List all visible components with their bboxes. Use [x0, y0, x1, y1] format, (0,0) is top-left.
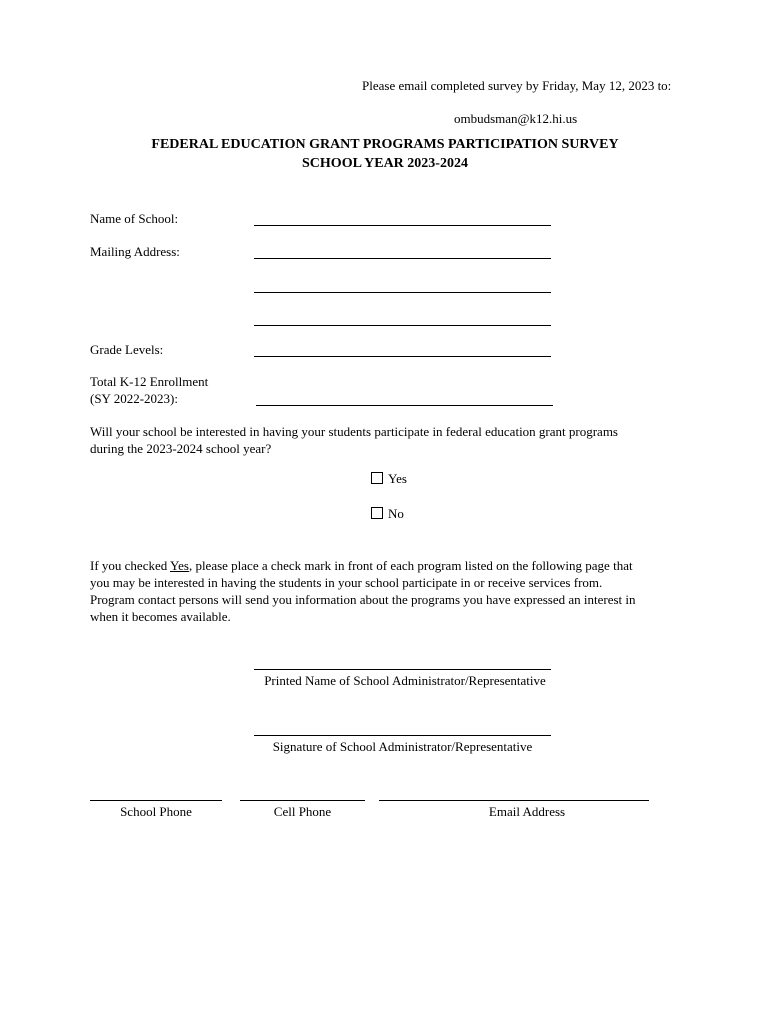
no-label: No	[388, 506, 404, 521]
yes-checkbox[interactable]	[371, 472, 383, 484]
survey-title: FEDERAL EDUCATION GRANT PROGRAMS PARTICIPATION SURVEY	[151, 137, 619, 152]
printed-name-label: Printed Name of School Administrator/Representative	[264, 673, 546, 688]
yes-underlined: Yes	[170, 558, 189, 573]
grade-levels-label: Grade Levels:	[90, 342, 164, 357]
cell-phone-label: Cell Phone	[273, 804, 332, 819]
school-name-label: Name of School:	[90, 211, 179, 226]
participation-question-cont: during the 2023-2024 school year?	[90, 441, 272, 456]
signature-field[interactable]	[254, 735, 551, 736]
email-address-field[interactable]	[379, 800, 649, 801]
grade-levels-field[interactable]	[254, 356, 551, 357]
email-instruction: Please email completed survey by Friday, May 12, 2023 to:	[362, 78, 672, 93]
instructions-line-1: If you checked Yes, please place a check mark in front of each program listed on the following page that	[90, 558, 633, 573]
instructions-line-3: Program contact persons will send you information about the programs you have expressed an interest in	[90, 592, 636, 607]
mailing-address-label: Mailing Address:	[90, 244, 180, 259]
signature-label: Signature of School Administrator/Representative	[272, 739, 533, 754]
school-phone-label: School Phone	[120, 804, 192, 819]
enrollment-label: Total K-12 Enrollment	[90, 374, 209, 389]
school-name-field[interactable]	[254, 225, 551, 226]
no-checkbox[interactable]	[371, 507, 383, 519]
enrollment-field[interactable]	[256, 405, 553, 406]
mailing-address-field-2[interactable]	[254, 292, 551, 293]
school-phone-field[interactable]	[90, 800, 222, 801]
mailing-address-field-3[interactable]	[254, 325, 551, 326]
survey-subtitle: SCHOOL YEAR 2023-2024	[302, 156, 468, 171]
submission-email: ombudsman@k12.hi.us	[454, 111, 578, 126]
enrollment-year-label: (SY 2022-2023):	[90, 391, 178, 406]
printed-name-field[interactable]	[254, 669, 551, 670]
instructions-line-2: you may be interested in having the students in your school participate in or receive services from.	[90, 575, 603, 590]
cell-phone-field[interactable]	[240, 800, 365, 801]
participation-question: Will your school be interested in having your students participate in federal education grant programs	[90, 424, 618, 439]
mailing-address-field-1[interactable]	[254, 258, 551, 259]
instructions-line-4: when it becomes available.	[90, 609, 231, 624]
email-address-label: Email Address	[488, 804, 566, 819]
yes-label: Yes	[388, 471, 407, 486]
